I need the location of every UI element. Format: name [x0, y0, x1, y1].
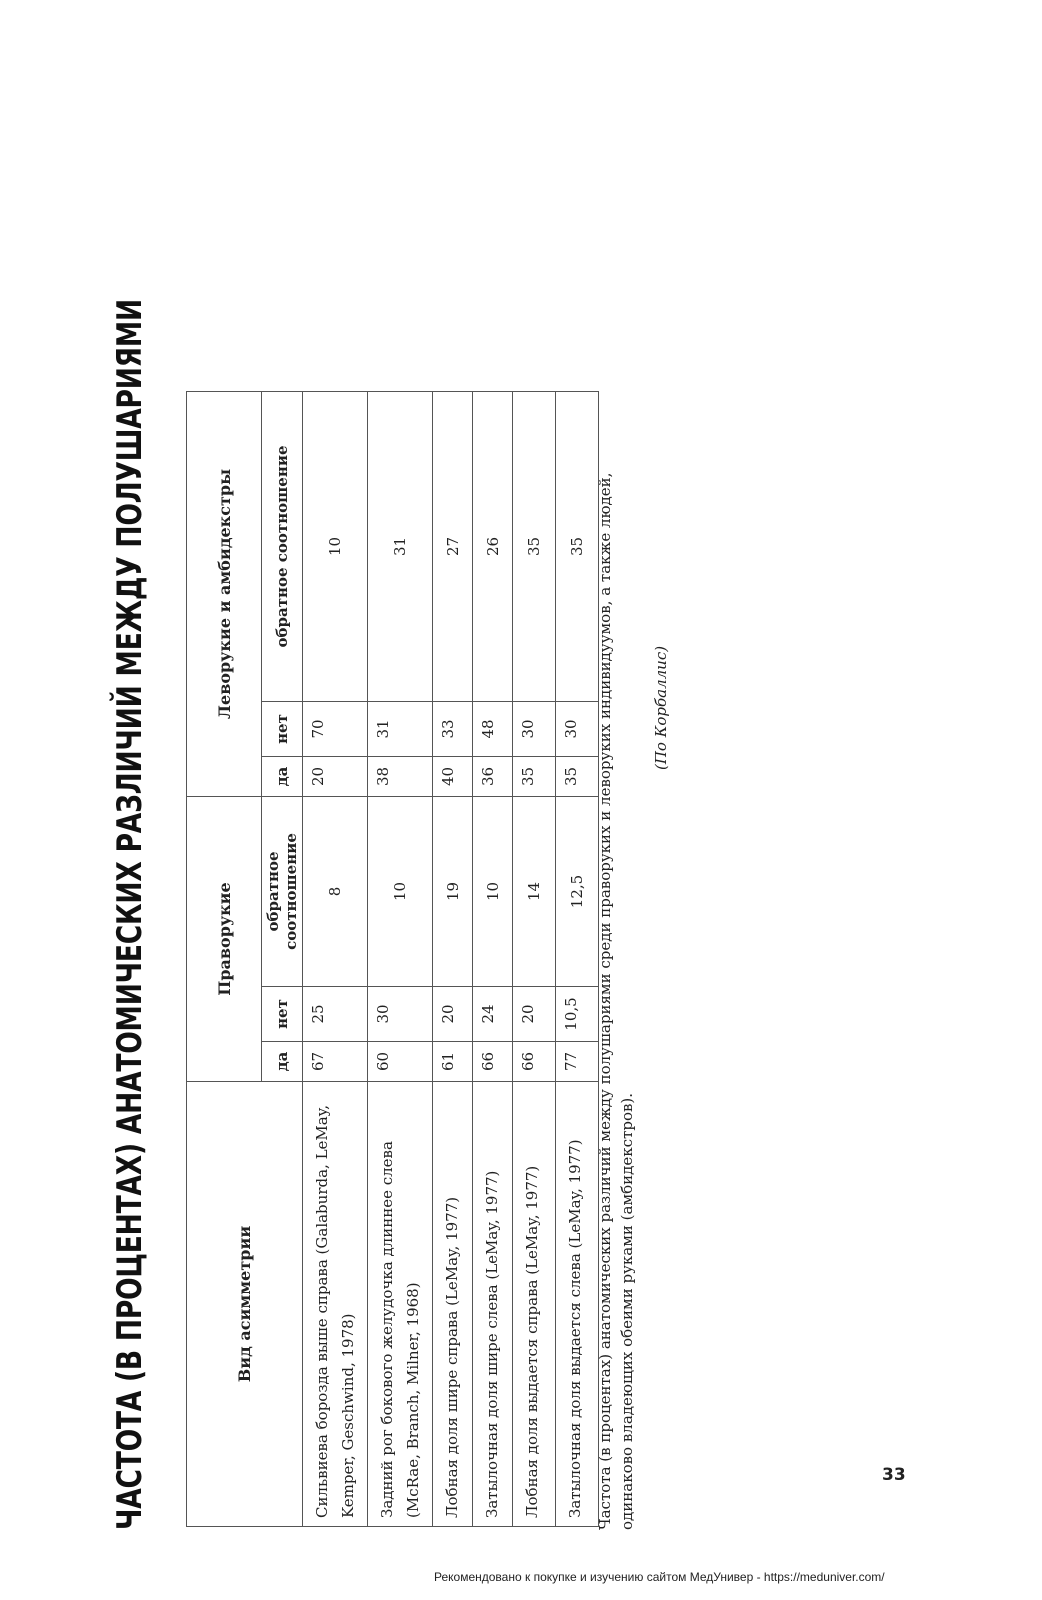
- row-name: Задний рог бокового желудочка длиннее слева (McRae, Branch, Milner, 1968): [368, 1082, 433, 1527]
- subheader-right-reverse: обратное соотношение: [262, 797, 303, 987]
- page-number: 33: [882, 1465, 906, 1485]
- cell-left-yes: 40: [433, 757, 473, 797]
- asymmetry-table: [186, 391, 599, 1527]
- row-name: Затылочная доля шире слева (LeMay, 1977): [473, 1082, 513, 1527]
- cell-left-no: 31: [368, 702, 433, 757]
- cell-right-no: 20: [513, 987, 556, 1042]
- cell-right-reverse: 12,5: [556, 797, 599, 987]
- cell-left-reverse: 10: [303, 392, 368, 702]
- cell-right-yes: 66: [513, 1042, 556, 1082]
- cell-right-no: 25: [303, 987, 368, 1042]
- row-name: Лобная доля выдается справа (LeMay, 1977): [513, 1082, 556, 1527]
- table-caption: [594, 100, 638, 1530]
- cell-right-yes: 60: [368, 1042, 433, 1082]
- rotated-content: [100, 100, 700, 1530]
- cell-left-reverse: 26: [473, 392, 513, 702]
- cell-right-no: 20: [433, 987, 473, 1042]
- source-note: (По Корбаллис): [652, 645, 670, 770]
- cell-right-yes: 61: [433, 1042, 473, 1082]
- header-asymmetry: Вид асимметрии: [187, 1082, 303, 1527]
- cell-right-no: 30: [368, 987, 433, 1042]
- subheader-left-yes: да: [262, 757, 303, 797]
- cell-left-no: 30: [556, 702, 599, 757]
- cell-left-yes: 20: [303, 757, 368, 797]
- subheader-left-no: нет: [262, 702, 303, 757]
- row-name: Затылочная доля выдается слева (LeMay, 1977): [556, 1082, 599, 1527]
- table-row: [556, 392, 599, 1527]
- row-name: Лобная доля шире справа (LeMay, 1977): [433, 1082, 473, 1527]
- cell-left-reverse: 31: [368, 392, 433, 702]
- subheader-right-no: нет: [262, 987, 303, 1042]
- footer-note: Рекомендовано к покупке и изучению сайтом МедУнивер - https://meduniver.com/: [434, 1570, 885, 1584]
- cell-left-no: 70: [303, 702, 368, 757]
- cell-right-reverse: 10: [368, 797, 433, 987]
- table-row: [368, 392, 433, 1527]
- cell-left-yes: 38: [368, 757, 433, 797]
- header-right-handed: Праворукие: [187, 797, 262, 1082]
- cell-left-reverse: 35: [556, 392, 599, 702]
- row-name: Сильвиева борозда выше справа (Galaburda, LeMay, Kemper, Geschwind, 1978): [303, 1082, 368, 1527]
- subheader-left-reverse: обратное соотношение: [262, 392, 303, 702]
- cell-left-no: 30: [513, 702, 556, 757]
- cell-right-yes: 67: [303, 1042, 368, 1082]
- page-title: ЧАСТОТА (В ПРОЦЕНТАХ) АНАТОМИЧЕСКИХ РАЗЛИЧИЙ МЕЖДУ ПОЛУШАРИЯМИ: [110, 299, 150, 1530]
- cell-right-reverse: 14: [513, 797, 556, 987]
- cell-left-no: 48: [473, 702, 513, 757]
- asymmetry-table-wrapper: [186, 391, 599, 1527]
- cell-left-reverse: 27: [433, 392, 473, 702]
- cell-right-no: 10,5: [556, 987, 599, 1042]
- table-row: [433, 392, 473, 1527]
- cell-left-yes: 35: [513, 757, 556, 797]
- caption-line-2: одинаково владеющих обеими руками (амбидекстров).: [618, 1092, 636, 1530]
- cell-left-no: 33: [433, 702, 473, 757]
- cell-right-reverse: 8: [303, 797, 368, 987]
- cell-right-reverse: 10: [473, 797, 513, 987]
- header-left-handed: Леворукие и амбидекстры: [187, 392, 262, 797]
- cell-left-reverse: 35: [513, 392, 556, 702]
- table-row: [303, 392, 368, 1527]
- cell-left-yes: 36: [473, 757, 513, 797]
- cell-left-yes: 35: [556, 757, 599, 797]
- table-row: [473, 392, 513, 1527]
- subheader-right-yes: да: [262, 1042, 303, 1082]
- cell-right-reverse: 19: [433, 797, 473, 987]
- cell-right-yes: 66: [473, 1042, 513, 1082]
- cell-right-no: 24: [473, 987, 513, 1042]
- table-row: [513, 392, 556, 1527]
- cell-right-yes: 77: [556, 1042, 599, 1082]
- caption-line-1: Частота (в процентах) анатомических различий между полушариями среди праворуких и леворуких индивидуумов, а также людей,: [596, 472, 614, 1530]
